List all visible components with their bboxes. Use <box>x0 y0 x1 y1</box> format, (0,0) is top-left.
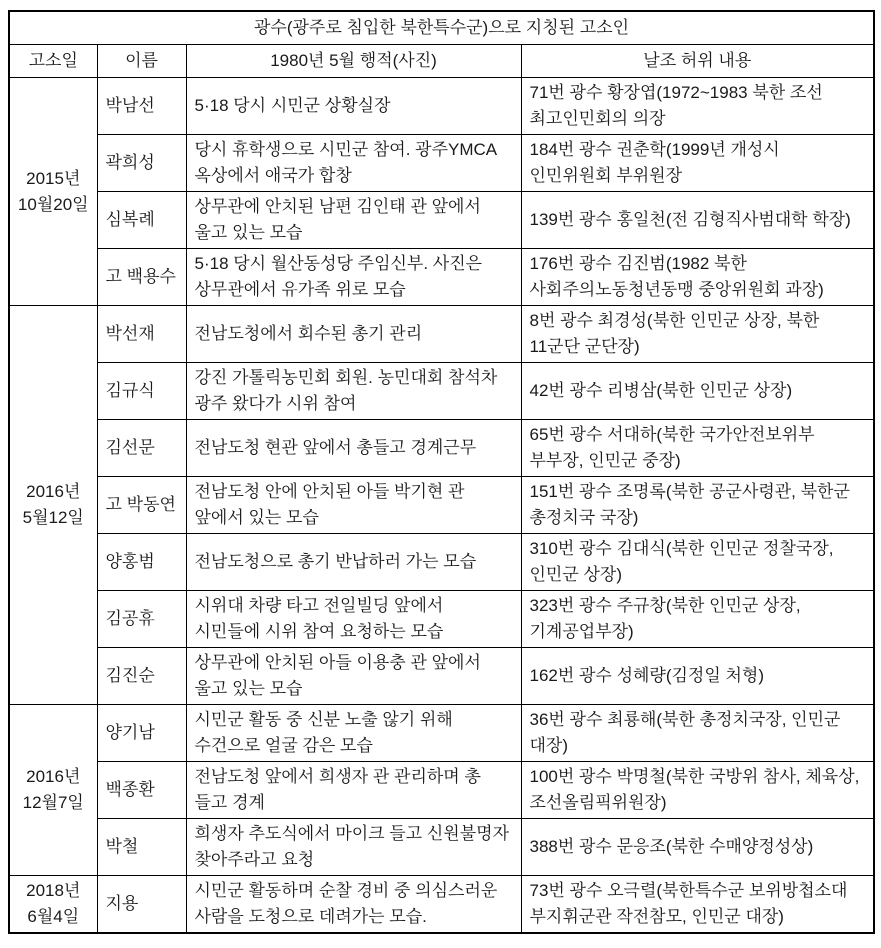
date-cell <box>9 306 97 705</box>
table-row <box>9 648 874 705</box>
name-cell: 고 박동연 <box>97 477 186 534</box>
name-cell: 백종환 <box>97 762 186 819</box>
name-cell: 김선문 <box>97 420 186 477</box>
date-line: 2018년 <box>26 881 81 900</box>
fabrication-cell: 73번 광수 오극렬(북한특수군 보위방첩소대 부지휘군관 작전참모, 인민군 대장) <box>521 876 874 934</box>
table-row <box>9 306 874 363</box>
fabrication-cell: 65번 광수 서대하(북한 국가안전보위부 부부장, 인민군 중장) <box>521 420 874 477</box>
fabrication-cell: 176번 광수 김진범(1982 북한 사회주의노동청년동맹 중앙위원회 과장) <box>521 249 874 306</box>
column-header-date: 고소일 <box>9 45 97 78</box>
name-cell: 심복례 <box>97 192 186 249</box>
fabrication-cell: 100번 광수 박명철(북한 국방위 참사, 체육상, 조선올림픽위원장) <box>521 762 874 819</box>
name-cell: 김공휴 <box>97 591 186 648</box>
accuser-table <box>8 10 875 934</box>
name-cell: 김규식 <box>97 363 186 420</box>
fabrication-cell: 184번 광수 권춘학(1999년 개성시 인민위원회 부위원장 <box>521 135 874 192</box>
activity-cell: 5·18 당시 월산동성당 주임신부. 사진은 상무관에서 유가족 위로 모습 <box>186 249 521 306</box>
table-title-row <box>9 11 874 45</box>
fabrication-cell: 388번 광수 문응조(북한 수매양정성상) <box>521 819 874 876</box>
name-cell: 양기남 <box>97 705 186 762</box>
name-cell: 박남선 <box>97 78 186 135</box>
name-cell: 김진순 <box>97 648 186 705</box>
date-cell <box>9 78 97 306</box>
fabrication-cell: 310번 광수 김대식(북한 인민군 정찰국장, 인민군 상장) <box>521 534 874 591</box>
activity-cell: 전남도청 앞에서 희생자 관 관리하며 총 들고 경계 <box>186 762 521 819</box>
table-row <box>9 534 874 591</box>
activity-cell: 전남도청으로 총기 반납하러 가는 모습 <box>186 534 521 591</box>
column-header-activity: 1980년 5월 행적(사진) <box>186 45 521 78</box>
table-row <box>9 78 874 135</box>
name-cell: 고 백용수 <box>97 249 186 306</box>
date-cell <box>9 705 97 876</box>
table-row <box>9 819 874 876</box>
date-line: 2015년 <box>26 168 81 188</box>
date-line: 6월4일 <box>27 907 80 926</box>
date-line: 5월12일 <box>22 508 84 527</box>
fabrication-cell: 42번 광수 리병삼(북한 인민군 상장) <box>521 363 874 420</box>
activity-cell: 5·18 당시 시민군 상황실장 <box>186 78 521 135</box>
table-row <box>9 135 874 192</box>
date-line: 2016년 <box>26 767 81 786</box>
table-row <box>9 705 874 762</box>
table-body <box>9 78 874 934</box>
activity-cell: 강진 가톨릭농민회 회원. 농민대회 참석차 광주 왔다가 시위 참여 <box>186 363 521 420</box>
table-row <box>9 363 874 420</box>
column-header-name: 이름 <box>97 45 186 78</box>
date-line: 2016년 <box>26 482 81 501</box>
fabrication-cell: 323번 광수 주규창(북한 인민군 상장, 기계공업부장) <box>521 591 874 648</box>
column-header-fabrication: 날조 허위 내용 <box>521 45 874 78</box>
activity-cell: 시민군 활동하며 순찰 경비 중 의심스러운 사람을 도청으로 데려가는 모습. <box>186 876 521 934</box>
table-row <box>9 249 874 306</box>
table-title: 광수(광주로 침입한 북한특수군)으로 지칭된 고소인 <box>9 11 874 45</box>
table-row <box>9 591 874 648</box>
table-row <box>9 477 874 534</box>
table-row <box>9 762 874 819</box>
name-cell: 박철 <box>97 819 186 876</box>
activity-cell: 당시 휴학생으로 시민군 참여. 광주YMCA 옥상에서 애국가 합창 <box>186 135 521 192</box>
date-cell <box>9 876 97 934</box>
table-header-row <box>9 45 874 78</box>
fabrication-cell: 36번 광수 최룡해(북한 총정치국장, 인민군 대장) <box>521 705 874 762</box>
fabrication-cell: 139번 광수 홍일천(전 김형직사범대학 학장) <box>521 192 874 249</box>
table-row <box>9 192 874 249</box>
activity-cell: 상무관에 안치된 남편 김인태 관 앞에서 울고 있는 모습 <box>186 192 521 249</box>
table-row <box>9 420 874 477</box>
activity-cell: 시민군 활동 중 신분 노출 않기 위해 수건으로 얼굴 감은 모습 <box>186 705 521 762</box>
fabrication-cell: 8번 광수 최경성(북한 인민군 상장, 북한 11군단 군단장) <box>521 306 874 363</box>
name-cell: 박선재 <box>97 306 186 363</box>
name-cell: 지용 <box>97 876 186 934</box>
name-cell: 곽희성 <box>97 135 186 192</box>
activity-cell: 전남도청 안에 안치된 아들 박기현 관 앞에서 있는 모습 <box>186 477 521 534</box>
activity-cell: 시위대 차량 타고 전일빌딩 앞에서 시민들에 시위 참여 요청하는 모습 <box>186 591 521 648</box>
fabrication-cell: 162번 광수 성혜량(김정일 처형) <box>521 648 874 705</box>
fabrication-cell: 71번 광수 황장엽(1972~1983 북한 조선 최고인민회의 의장 <box>521 78 874 135</box>
fabrication-cell: 151번 광수 조명록(북한 공군사령관, 북한군 총정치국 국장) <box>521 477 874 534</box>
activity-cell: 희생자 추도식에서 마이크 들고 신원불명자 찾아주라고 요청 <box>186 819 521 876</box>
date-line: 10월20일 <box>17 194 89 214</box>
table-row <box>9 876 874 934</box>
activity-cell: 전남도청 현관 앞에서 총들고 경계근무 <box>186 420 521 477</box>
date-line: 12월7일 <box>22 793 84 812</box>
activity-cell: 전남도청에서 회수된 총기 관리 <box>186 306 521 363</box>
activity-cell: 상무관에 안치된 아들 이용충 관 앞에서 울고 있는 모습 <box>186 648 521 705</box>
name-cell: 양홍범 <box>97 534 186 591</box>
